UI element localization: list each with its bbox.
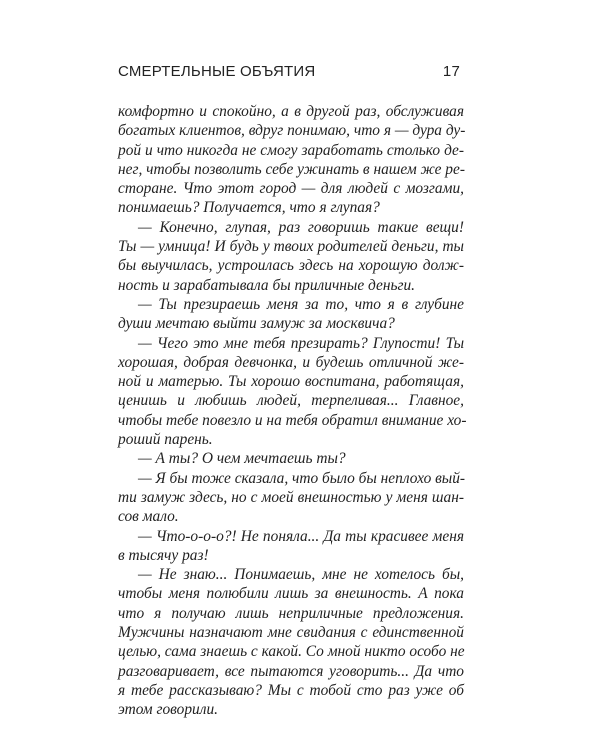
text-line: — Ты презираешь меня за то, что я в глубине	[138, 295, 464, 313]
text-line: целью, сама знаешь с какой. Со мной никто особо не	[118, 643, 465, 661]
text-line: ной и матерью. Ты хорошо воспитана, работящая,	[118, 373, 464, 391]
text-line: Ты — умница! И будь у твоих родителей деньги, ты	[118, 238, 464, 256]
text-line: бы выучилась, устроилась здесь на хорошую долж-	[118, 257, 464, 275]
text-line: богатых клиентов, вдруг понимаю, что я — дура ду-	[118, 122, 466, 140]
text-line: ность и зарабатывала бы приличные деньги.	[118, 276, 416, 294]
text-line: разговаривает, все пытаются уговорить... Да что	[118, 662, 464, 680]
text-line: чтобы тебе повезло и на тебя обратил внимание хо-	[118, 411, 467, 429]
text-line: — Не знаю... Понимаешь, мне не хотелось бы,	[138, 566, 464, 584]
text-line: понимаешь? Получается, что я глупая?	[118, 199, 380, 217]
text-line: чтобы меня полюбили лишь за внешность. А пока	[118, 585, 464, 603]
text-line: рой и что никогда не смогу заработать столько де-	[118, 141, 464, 159]
text-line: — Чего это мне тебя презирать? Глупости! Ты	[138, 334, 464, 352]
text-line: что я получаю лишь неприличные предложения.	[118, 604, 464, 622]
text-line: — А ты? О чем мечтаешь ты?	[138, 450, 346, 468]
text-line: этом говорили.	[118, 701, 218, 719]
text-line: — Я бы тоже сказала, что было бы неплохо вый-	[138, 469, 466, 487]
running-head	[118, 63, 462, 85]
text-line: хорошая, добрая девчонка, и будешь отличной же-	[118, 353, 464, 371]
text-line: души мечтаю выйти замуж за москвича?	[118, 315, 395, 333]
running-head-title: СМЕРТЕЛЬНЫЕ ОБЪЯТИЯ	[118, 63, 316, 80]
page-number: 17	[442, 63, 460, 80]
text-line: — Конечно, глупая, раз говоришь такие вещи!	[138, 218, 464, 236]
text-line: Мужчины назначают мне свидания с единственной	[118, 624, 464, 642]
text-line: сов мало.	[118, 508, 179, 526]
text-line: я тебе рассказываю? Мы с тобой сто раз уже об	[118, 681, 464, 699]
text-line: ти замуж здесь, но с моей внешностью у меня шан-	[118, 488, 464, 506]
text-line: нег, чтобы позволить себе ужинать в нашем же ре-	[118, 160, 465, 178]
text-line: ценишь и любишь людей, терпеливая... Главное,	[118, 392, 464, 410]
text-line: комфортно и спокойно, а в другой раз, обслуживая	[118, 103, 464, 120]
text-line: в тысячу раз!	[118, 546, 209, 564]
text-line: сторане. Что этот город — для людей с мозгами,	[118, 180, 464, 198]
text-line: роший парень.	[118, 431, 213, 449]
body-text	[118, 102, 467, 720]
text-line: — Что-о-о-о?! Не поняла... Да ты красивее меня	[138, 527, 464, 545]
